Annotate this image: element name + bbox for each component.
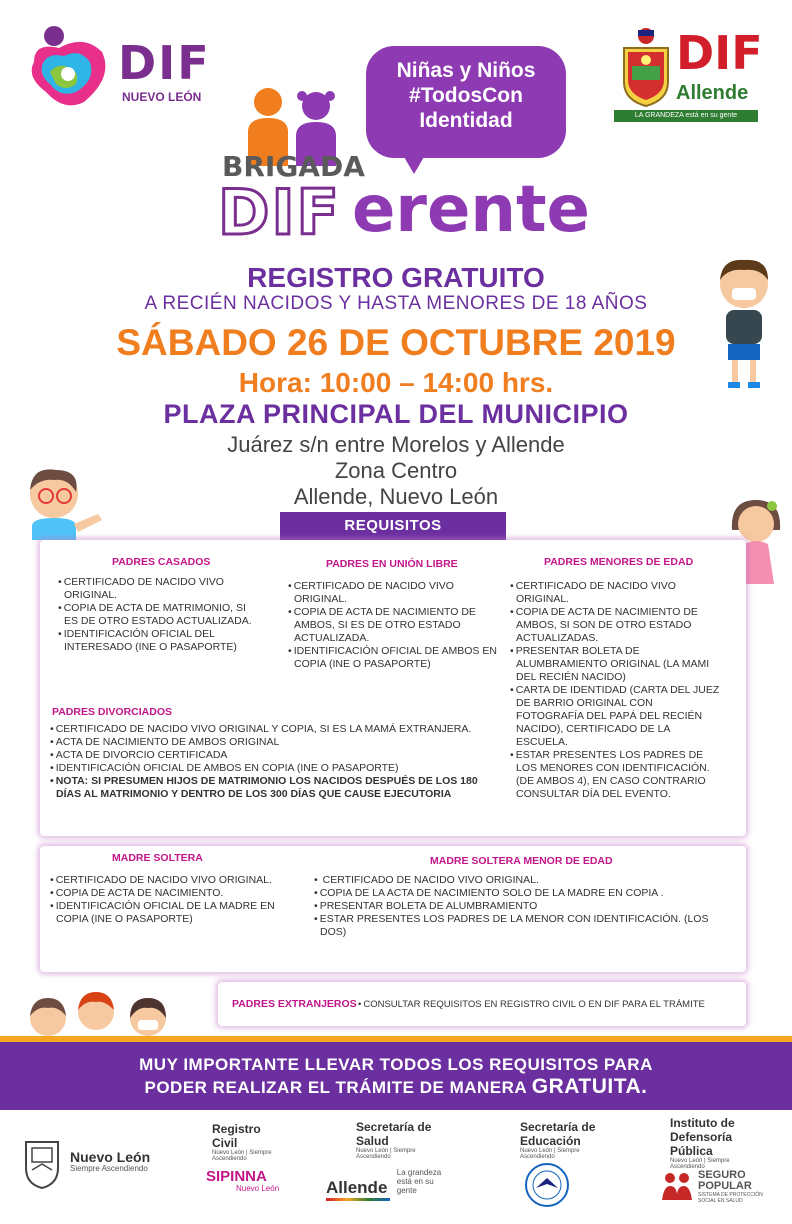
list-item: • IDENTIFICACIÓN OFICIAL DEL INTERESADO (INE O PASAPORTE) — [58, 628, 258, 654]
list-item: • ESTAR PRESENTES LOS PADRES DE LOS MENORES CON IDENTIFICACIÓN. (DE AMBOS 4), EN CASO CONTRARIO CONSULTAR DÍA DEL EVENTO. — [510, 749, 722, 801]
secretaria-educacion-logo — [520, 1120, 610, 1160]
educacion-sub: Nuevo León | Siempre Ascendiendo — [520, 1148, 580, 1160]
padres-extranjeros-title: PADRES EXTRANJEROS — [232, 998, 357, 1010]
allende-footer-title: Allende — [326, 1178, 388, 1197]
list-item: • COPIA DE ACTA DE MATRIMONIO, SI ES DE OTRO ESTADO ACTUALIZADA. — [58, 602, 258, 628]
list-item: • IDENTIFICACIÓN OFICIAL DE AMBOS EN COPIA (INE O PASAPORTE) — [288, 645, 500, 671]
boy-illustration-icon — [704, 254, 784, 394]
boy-glasses-illustration-icon — [14, 464, 106, 540]
padres-union-libre-title: PADRES EN UNIÓN LIBRE — [326, 558, 458, 570]
defensoria-sub: Nuevo León | Siempre Ascendiendo — [670, 1158, 730, 1170]
registro-gratuito-title: REGISTRO GRATUITO — [247, 262, 545, 293]
sipinna-title: SIPINNA — [206, 1168, 267, 1185]
dif-nl-wordmark: DIF — [118, 36, 211, 90]
educacion-title: Secretaría de Educación — [520, 1120, 596, 1148]
seguro-popular-logo — [698, 1170, 770, 1204]
dif-allende-wordmark: DIF — [676, 26, 763, 80]
three-kids-illustration-icon — [24, 988, 174, 1038]
divorciados-note: • NOTA: SI PRESUMEN HIJOS DE MATRIMONIO LOS NACIDOS DESPUÉS DE LOS 180 DÍAS AL MATRIMONIO Y DENTRO DE LOS 300 DÍAS QUE CAUSE EJECUTORIA — [50, 775, 502, 801]
sipinna-sub: Nuevo León — [236, 1184, 280, 1193]
registro-civil-title: Registro Civil — [212, 1122, 261, 1150]
dif-nuevo-leon-logo-icon — [24, 22, 114, 110]
requisitos-tab: REQUISITOS — [280, 512, 506, 540]
educacion-seal-icon — [524, 1162, 570, 1208]
banner-line-2-text: PODER REALIZAR EL TRÁMITE DE MANERA — [144, 1078, 532, 1097]
list-item: • PRESENTAR BOLETA DE ALUMBRAMIENTO — [314, 900, 724, 913]
sipinna-logo — [206, 1170, 279, 1193]
nuevo-leon-logo — [70, 1150, 150, 1173]
event-place: PLAZA PRINCIPAL DEL MUNICIPIO — [163, 399, 629, 429]
list-item: • IDENTIFICACIÓN OFICIAL DE LA MADRE EN COPIA (INE O PASAPORTE) — [50, 900, 280, 926]
allende-footer-logo — [326, 1168, 486, 1201]
padres-menores-list — [510, 580, 722, 801]
banner-line-2 — [0, 1076, 792, 1099]
event-date: SÁBADO 26 DE OCTUBRE 2019 — [116, 322, 676, 363]
dif-nl-region: NUEVO LEÓN — [122, 90, 202, 104]
padres-extranjeros-list — [358, 998, 738, 1011]
banner-line-1: MUY IMPORTANTE LLEVAR TODOS LOS REQUISITOS PARA — [139, 1055, 653, 1074]
list-item: • COPIA DE ACTA DE NACIMIENTO DE AMBOS, SI ES DE OTRO ESTADO ACTUALIZADA. — [288, 606, 500, 645]
nuevo-leon-sub: Siempre Ascendiendo — [70, 1164, 148, 1173]
list-item: • CONSULTAR REQUISITOS EN REGISTRO CIVIL O EN DIF PARA EL TRÁMITE — [358, 998, 738, 1011]
list-item: • COPIA DE LA ACTA DE NACIMIENTO SOLO DE LA MADRE EN COPIA . — [314, 887, 724, 900]
important-banner — [0, 1042, 792, 1110]
padres-divorciados-list — [50, 723, 502, 801]
list-item: • CERTIFICADO DE NACIDO VIVO ORIGINAL. — [510, 580, 722, 606]
registro-civil-sub: Nuevo León | Siempre Ascendiendo — [212, 1150, 272, 1162]
allende-footer-sub: La grandeza está en su gente — [396, 1168, 442, 1195]
event-subtitle: A RECIÉN NACIDOS Y HASTA MENORES DE 18 AÑOS — [144, 293, 648, 314]
padres-union-libre-list — [288, 580, 500, 671]
nuevo-leon-crest-icon — [22, 1134, 62, 1190]
list-item: • CERTIFICADO DE NACIDO VIVO ORIGINAL. — [58, 576, 258, 602]
list-item: • CERTIFICADO DE NACIDO VIVO ORIGINAL. — [50, 874, 280, 887]
list-item: • COPIA DE ACTA DE NACIMIENTO. — [50, 887, 280, 900]
list-item: • COPIA DE ACTA DE NACIMIENTO DE AMBOS, SI SON DE OTRO ESTADO ACTUALIZADAS. — [510, 606, 722, 645]
allende-color-strip — [326, 1198, 390, 1201]
registro-civil-logo — [212, 1122, 276, 1162]
seguro-popular-icon — [660, 1170, 694, 1202]
todos-con-identidad-bubble — [366, 46, 566, 158]
banner-gratuita: GRATUITA. — [531, 1075, 648, 1098]
event-time: Hora: 10:00 – 14:00 hrs. — [238, 367, 554, 398]
padres-casados-title: PADRES CASADOS — [112, 556, 211, 568]
erente-word: erente — [352, 173, 590, 247]
address-line-2: Zona Centro — [334, 458, 458, 483]
list-item: • ESTAR PRESENTES LOS PADRES DE LA MENOR CON IDENTIFICACIÓN. (LOS DOS) — [314, 913, 724, 939]
nuevo-leon-title: Nuevo León — [70, 1149, 151, 1165]
dif-outline-word: DIF — [218, 176, 341, 249]
bubble-line-3: Identidad — [419, 109, 513, 132]
padres-menores-title: PADRES MENORES DE EDAD — [544, 556, 694, 568]
madre-soltera-menor-title: MADRE SOLTERA MENOR DE EDAD — [430, 855, 613, 867]
seguro-popular-sub: SISTEMA DE PROTECCIÓN SOCIAL EN SALUD — [698, 1192, 763, 1204]
salud-sub: Nuevo León | Siempre Ascendiendo — [356, 1148, 416, 1160]
list-item: • IDENTIFICACIÓN OFICIAL DE AMBOS EN COPIA (INE O PASAPORTE) — [50, 762, 502, 775]
list-item: • ACTA DE DIVORCIO CERTIFICADA — [50, 749, 502, 762]
allende-crest-icon — [618, 26, 674, 108]
padres-casados-list — [58, 576, 258, 654]
dif-allende-place: Allende — [676, 82, 749, 104]
list-item: • PRESENTAR BOLETA DE ALUMBRAMIENTO ORIGINAL (LA MAMI DEL RECIÉN NACIDO) — [510, 645, 722, 684]
list-item: • CERTIFICADO DE NACIDO VIVO ORIGINAL Y COPIA, SI ES LA MAMÁ EXTRANJERA. — [50, 723, 502, 736]
list-item: • CARTA DE IDENTIDAD (CARTA DEL JUEZ DE BARRIO ORIGINAL CON FOTOGRAFÍA DEL PAPÁ DEL RECIÉN NACIDO), CERTIFICADO DE LA ESCUELA. — [510, 684, 722, 749]
list-item: • CERTIFICADO DE NACIDO VIVO ORIGINAL. — [314, 874, 724, 887]
padres-divorciados-title: PADRES DIVORCIADOS — [52, 706, 172, 718]
address-line-1: Juárez s/n entre Morelos y Allende — [227, 432, 565, 457]
salud-title: Secretaría de Salud — [356, 1120, 432, 1148]
bubble-line-1: Niñas y Niños — [396, 59, 536, 82]
bubble-tail — [400, 150, 428, 174]
bubble-line-2: #TodosCon — [409, 84, 523, 107]
dif-allende-slogan: LA GRANDEZA está en su gente — [614, 110, 758, 122]
madre-soltera-list — [50, 874, 280, 926]
list-item: • CERTIFICADO DE NACIDO VIVO ORIGINAL. — [288, 580, 500, 606]
madre-soltera-menor-list — [314, 874, 724, 939]
list-item: • ACTA DE NACIMIENTO DE AMBOS ORIGINAL — [50, 736, 502, 749]
secretaria-salud-logo — [356, 1120, 436, 1160]
defensoria-title: Instituto de Defensoría Pública — [670, 1116, 735, 1158]
brigada-title: BRIGADA — [222, 150, 365, 183]
madre-soltera-title: MADRE SOLTERA — [112, 852, 203, 864]
seguro-popular-title: SEGURO POPULAR — [698, 1169, 752, 1192]
defensoria-logo — [670, 1116, 760, 1170]
address-line-3: Allende, Nuevo León — [293, 484, 499, 509]
